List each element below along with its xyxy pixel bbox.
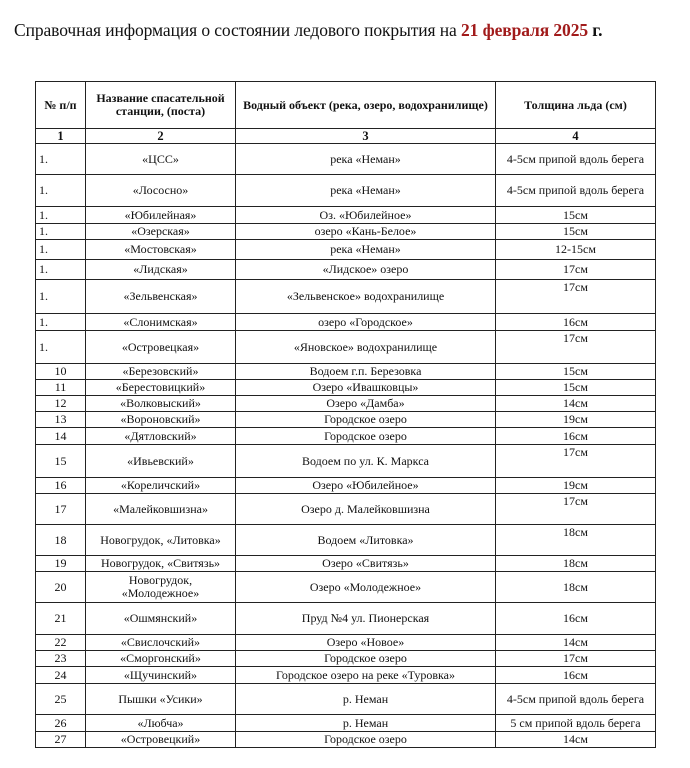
- table-row: [36, 651, 656, 667]
- station-name: «Ивьевский»: [86, 445, 236, 478]
- ice-thickness: 17см: [496, 651, 656, 667]
- water-body: Озеро «Дамба»: [236, 396, 496, 412]
- ice-thickness: 17см: [496, 494, 656, 525]
- water-body: река «Неман»: [236, 175, 496, 207]
- station-name: «Березовский»: [86, 364, 236, 380]
- table-row: [36, 175, 656, 207]
- row-number: 16: [36, 478, 86, 494]
- ice-thickness: 4-5см припой вдоль берега: [496, 175, 656, 207]
- table-row: [36, 494, 656, 525]
- table-row: [36, 380, 656, 396]
- row-number: 1.: [36, 224, 86, 240]
- row-number: 21: [36, 603, 86, 635]
- table-row: [36, 240, 656, 260]
- ice-thickness: 16см: [496, 428, 656, 445]
- station-name: «Любча»: [86, 715, 236, 732]
- station-name: «Дятловский»: [86, 428, 236, 445]
- water-body: озеро «Городское»: [236, 314, 496, 331]
- header-water-body: Водный объект (река, озеро, водохранилище): [236, 82, 496, 129]
- ice-thickness: 15см: [496, 224, 656, 240]
- station-name: Новогрудок, «Свитязь»: [86, 556, 236, 572]
- table-row: [36, 445, 656, 478]
- station-name: «Берестовицкий»: [86, 380, 236, 396]
- column-number: 1: [36, 129, 86, 144]
- water-body: Городское озеро: [236, 412, 496, 428]
- row-number: 17: [36, 494, 86, 525]
- ice-thickness: 19см: [496, 412, 656, 428]
- ice-thickness: 18см: [496, 572, 656, 603]
- row-number: 15: [36, 445, 86, 478]
- table-row: [36, 428, 656, 445]
- water-body: река «Неман»: [236, 240, 496, 260]
- row-number: 1.: [36, 240, 86, 260]
- header-ice-thickness: Толщина льда (см): [496, 82, 656, 129]
- water-body: Водоем «Литовка»: [236, 525, 496, 556]
- row-number: 10: [36, 364, 86, 380]
- row-number: 23: [36, 651, 86, 667]
- water-body: «Яновское» водохранилище: [236, 331, 496, 364]
- table-row: [36, 280, 656, 314]
- column-number: 2: [86, 129, 236, 144]
- table-row: [36, 314, 656, 331]
- ice-thickness: 4-5см припой вдоль берега: [496, 144, 656, 175]
- row-number: 26: [36, 715, 86, 732]
- water-body: Озеро «Ивашковцы»: [236, 380, 496, 396]
- water-body: Озеро «Свитязь»: [236, 556, 496, 572]
- station-name: «Зельвенская»: [86, 280, 236, 314]
- station-name: «Лидская»: [86, 260, 236, 280]
- table-row: [36, 224, 656, 240]
- ice-thickness: 15см: [496, 207, 656, 224]
- title-prefix: Справочная информация о состоянии ледового покрытия на: [14, 20, 461, 40]
- row-number: 14: [36, 428, 86, 445]
- table-row: [36, 732, 656, 748]
- row-number: 19: [36, 556, 86, 572]
- table-row: [36, 556, 656, 572]
- station-name: «Малейковшизна»: [86, 494, 236, 525]
- table-row: [36, 478, 656, 494]
- station-name: «Мостовская»: [86, 240, 236, 260]
- ice-thickness: 15см: [496, 380, 656, 396]
- ice-thickness: 5 см припой вдоль берега: [496, 715, 656, 732]
- row-number: 1.: [36, 314, 86, 331]
- table-row: [36, 207, 656, 224]
- water-body: Озеро «Юбилейное»: [236, 478, 496, 494]
- station-name: «Юбилейная»: [86, 207, 236, 224]
- ice-thickness: 17см: [496, 445, 656, 478]
- station-name: «Вороновский»: [86, 412, 236, 428]
- row-number: 22: [36, 635, 86, 651]
- water-body: река «Неман»: [236, 144, 496, 175]
- station-name: «Щучинский»: [86, 667, 236, 684]
- ice-thickness: 16см: [496, 667, 656, 684]
- document-title: [14, 20, 602, 41]
- ice-thickness: 4-5см припой вдоль берега: [496, 684, 656, 715]
- water-body: Озеро «Молодежное»: [236, 572, 496, 603]
- ice-thickness: 18см: [496, 525, 656, 556]
- header-station: Название спасательной станции, (поста): [86, 82, 236, 129]
- column-number: 3: [236, 129, 496, 144]
- table-row: [36, 667, 656, 684]
- station-name: «Сморгонский»: [86, 651, 236, 667]
- station-name: Новогрудок, «Литовка»: [86, 525, 236, 556]
- row-number: 24: [36, 667, 86, 684]
- water-body: «Зельвенское» водохранилище: [236, 280, 496, 314]
- station-name: Новогрудок, «Молодежное»: [86, 572, 236, 603]
- water-body: Оз. «Юбилейное»: [236, 207, 496, 224]
- table-row: [36, 715, 656, 732]
- ice-thickness: 16см: [496, 314, 656, 331]
- water-body: Городское озеро: [236, 651, 496, 667]
- row-number: 25: [36, 684, 86, 715]
- row-number: 1.: [36, 144, 86, 175]
- table-row: [36, 260, 656, 280]
- ice-thickness: 17см: [496, 280, 656, 314]
- ice-thickness: 19см: [496, 478, 656, 494]
- header-number: № п/п: [36, 82, 86, 129]
- ice-thickness: 17см: [496, 331, 656, 364]
- ice-thickness: 12-15см: [496, 240, 656, 260]
- station-name: «Ошмянский»: [86, 603, 236, 635]
- row-number: 13: [36, 412, 86, 428]
- station-name: «Лососно»: [86, 175, 236, 207]
- title-date: 21 февраля 2025: [461, 20, 588, 40]
- station-name: «Слонимская»: [86, 314, 236, 331]
- column-number-row: [36, 129, 656, 144]
- water-body: Городское озеро: [236, 732, 496, 748]
- table-body: [36, 144, 656, 748]
- row-number: 1.: [36, 207, 86, 224]
- row-number: 1.: [36, 175, 86, 207]
- table-row: [36, 331, 656, 364]
- row-number: 11: [36, 380, 86, 396]
- water-body: р. Неман: [236, 715, 496, 732]
- column-number: 4: [496, 129, 656, 144]
- station-name: «Островецкая»: [86, 331, 236, 364]
- ice-thickness: 14см: [496, 635, 656, 651]
- water-body: Городское озеро: [236, 428, 496, 445]
- station-name: «Озерская»: [86, 224, 236, 240]
- row-number: 18: [36, 525, 86, 556]
- station-name: Пышки «Усики»: [86, 684, 236, 715]
- water-body: Водоем г.п. Березовка: [236, 364, 496, 380]
- water-body: «Лидское» озеро: [236, 260, 496, 280]
- row-number: 1.: [36, 280, 86, 314]
- row-number: 12: [36, 396, 86, 412]
- table-row: [36, 412, 656, 428]
- water-body: озеро «Кань-Белое»: [236, 224, 496, 240]
- row-number: 1.: [36, 260, 86, 280]
- ice-thickness: 15см: [496, 364, 656, 380]
- title-suffix: г.: [588, 20, 603, 40]
- station-name: «Волковыский»: [86, 396, 236, 412]
- water-body: Озеро д. Малейковшизна: [236, 494, 496, 525]
- station-name: «Кореличский»: [86, 478, 236, 494]
- ice-thickness: 14см: [496, 732, 656, 748]
- table-row: [36, 603, 656, 635]
- row-number: 1.: [36, 331, 86, 364]
- row-number: 20: [36, 572, 86, 603]
- ice-thickness: 17см: [496, 260, 656, 280]
- water-body: Городское озеро на реке «Туровка»: [236, 667, 496, 684]
- table-row: [36, 396, 656, 412]
- station-name: «Островецкий»: [86, 732, 236, 748]
- water-body: р. Неман: [236, 684, 496, 715]
- ice-thickness: 14см: [496, 396, 656, 412]
- row-number: 27: [36, 732, 86, 748]
- water-body: Пруд №4 ул. Пионерская: [236, 603, 496, 635]
- water-body: Озеро «Новое»: [236, 635, 496, 651]
- water-body: Водоем по ул. К. Маркса: [236, 445, 496, 478]
- ice-thickness: 18см: [496, 556, 656, 572]
- table-row: [36, 525, 656, 556]
- table-row: [36, 144, 656, 175]
- ice-thickness: 16см: [496, 603, 656, 635]
- table-row: [36, 572, 656, 603]
- station-name: «ЦСС»: [86, 144, 236, 175]
- station-name: «Свислочский»: [86, 635, 236, 651]
- table-row: [36, 364, 656, 380]
- table-row: [36, 684, 656, 715]
- table-row: [36, 635, 656, 651]
- table-header-row: [36, 82, 656, 129]
- ice-thickness-table: [35, 81, 656, 748]
